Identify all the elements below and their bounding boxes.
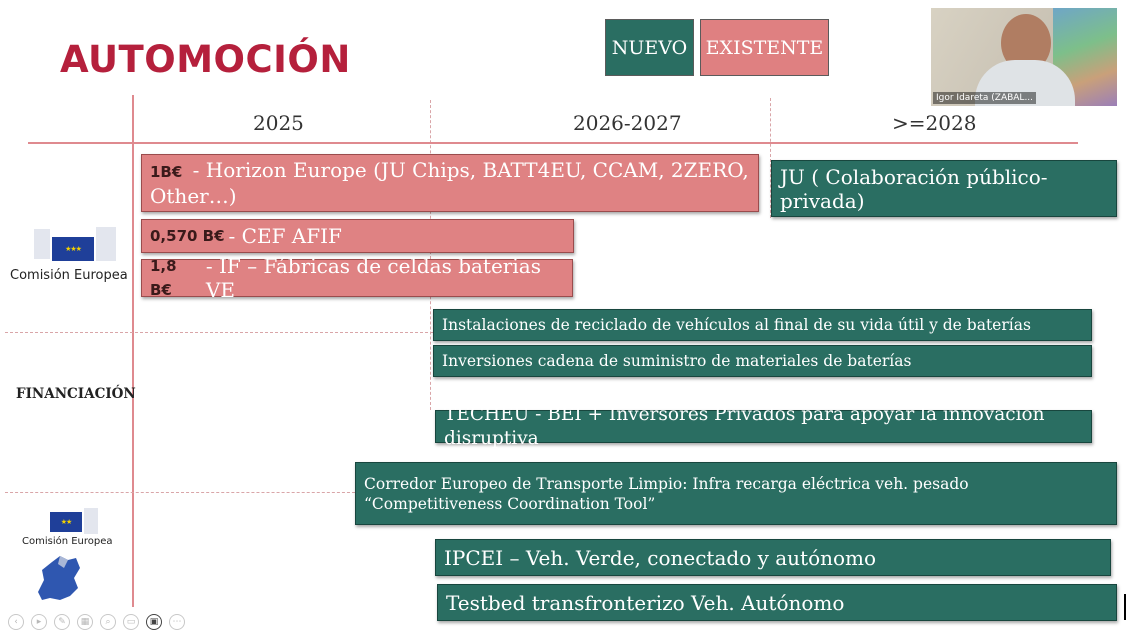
video-participant-tile[interactable] — [931, 8, 1117, 106]
amount-cef: 0,570 B€ — [150, 227, 225, 245]
bar-cadena-suministro: Inversiones cadena de suministro de materiales de baterías — [433, 345, 1092, 377]
commission-label-bottom: Comisión Europea — [22, 536, 113, 547]
timeline-vertical-axis — [132, 95, 134, 607]
play-icon[interactable]: ▸ — [31, 614, 47, 630]
eu-commission-logo-bottom — [40, 506, 98, 534]
bar-ju: JU ( Colaboración público-privada) — [771, 160, 1117, 217]
building-icon — [96, 227, 116, 261]
building-icon — [34, 229, 50, 259]
presentation-toolbar — [8, 609, 192, 630]
year-2028: >=2028 — [892, 111, 977, 135]
label-horizon: - Horizon Europe (JU Chips, BATT4EU, CCAM, 2ZERO, Other…) — [150, 158, 749, 208]
section-financiacion: FINANCIACIÓN — [16, 386, 136, 402]
pen-icon[interactable]: ✎ — [54, 614, 70, 630]
europe-map-icon — [30, 552, 85, 604]
timeline-horizontal-axis — [28, 142, 1078, 144]
year-2026-2027: 2026-2027 — [573, 111, 682, 135]
eu-flag-icon: ★★ — [50, 512, 82, 532]
bar-reciclado: Instalaciones de reciclado de vehículos al final de su vida útil y de baterías — [433, 309, 1092, 341]
slides-icon[interactable]: ▭ — [123, 614, 139, 630]
building-icon — [84, 508, 98, 534]
eu-commission-logo-top — [34, 225, 116, 263]
amount-horizon: 1B€ — [150, 163, 183, 181]
label-if: - IF – Fábricas de celdas baterias VE — [205, 254, 541, 302]
participant-name: Igor Idareta (ZABAL... — [933, 92, 1036, 104]
back-icon[interactable]: ‹ — [8, 614, 24, 630]
label-corredor-line2: “Competitiveness Coordination Tool” — [364, 494, 656, 513]
slide-title: AUTOMOCIÓN — [60, 38, 351, 81]
bar-testbed: Testbed transfronterizo Veh. Autónomo — [437, 584, 1117, 621]
commission-label-top: Comisión Europea — [10, 268, 128, 283]
bar-ipcei: IPCEI – Veh. Verde, conectado y autónomo — [435, 539, 1111, 576]
text-cursor — [1124, 594, 1126, 620]
bar-techeu: TECHEU - BEI + Inversores Privados para apoyar la innovación disruptiva — [435, 410, 1092, 443]
zoom-icon[interactable]: ⌕ — [100, 614, 116, 630]
amount-if: 1,8 B€ — [150, 257, 177, 299]
legend-nuevo: NUEVO — [605, 19, 694, 76]
camera-icon[interactable]: ▣ — [146, 614, 162, 630]
section-divider-top — [5, 332, 433, 333]
bar-if-baterias — [141, 254, 573, 302]
legend-existente: EXISTENTE — [700, 19, 829, 76]
year-2025: 2025 — [253, 111, 304, 135]
bar-corredor — [355, 462, 1117, 525]
label-cef: - CEF AFIF — [228, 224, 342, 248]
bar-horizon-europe — [141, 154, 759, 212]
grid-icon[interactable]: ▦ — [77, 614, 93, 630]
eu-flag-icon: ★★★ — [52, 237, 94, 261]
section-divider-bottom — [5, 492, 355, 493]
bar-cef-afif — [141, 219, 574, 253]
label-corredor-line1: Corredor Europeo de Transporte Limpio: Infra recarga eléctrica veh. pesado — [364, 474, 969, 493]
more-icon[interactable]: ⋯ — [169, 614, 185, 630]
